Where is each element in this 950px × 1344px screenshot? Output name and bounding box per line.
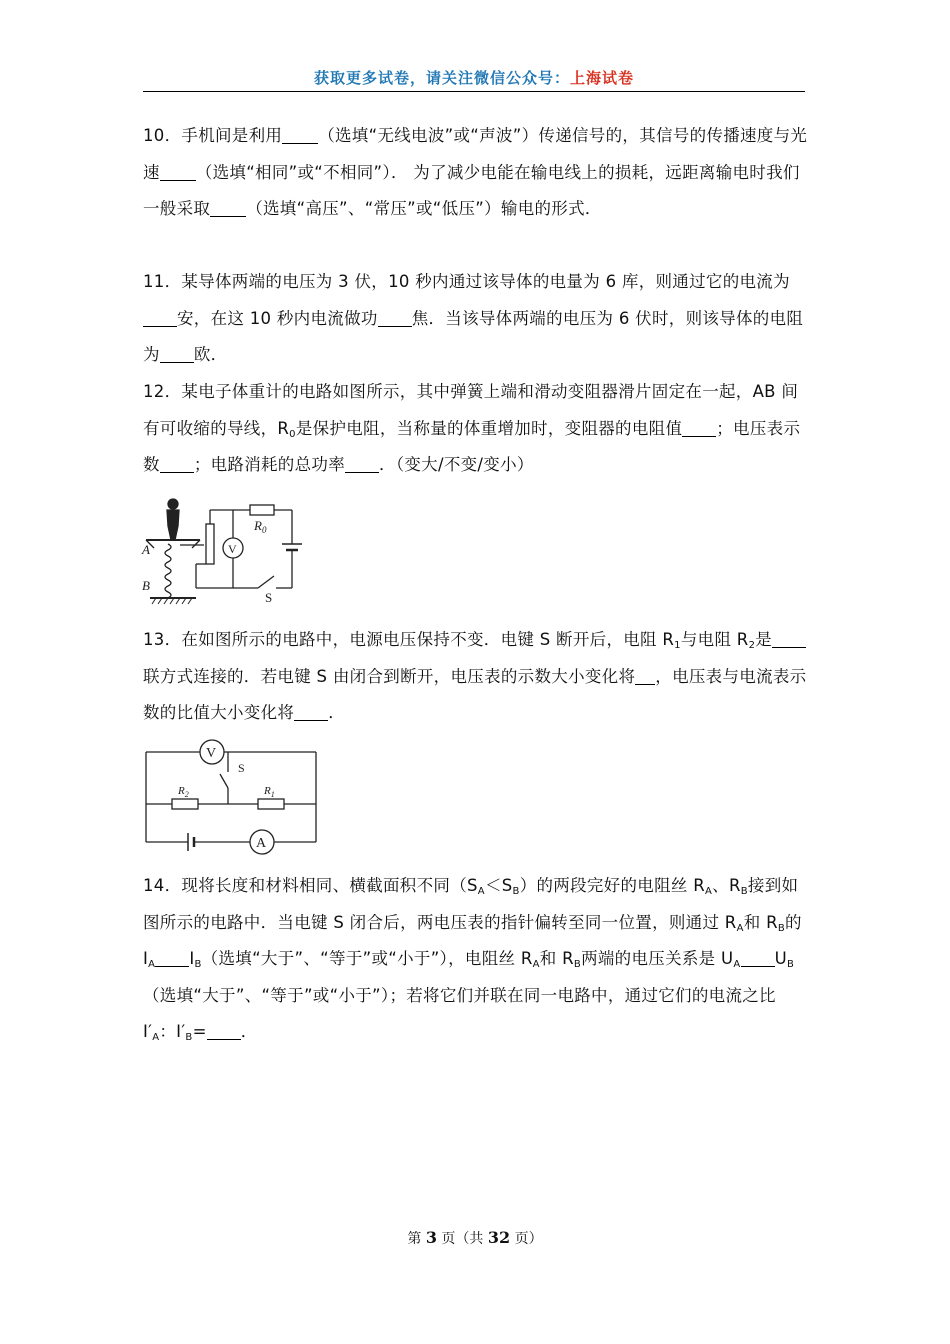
q13-sub-1: 1 [674,640,681,651]
q11-text-d: 欧． [193,345,228,364]
q11-blank-3 [160,344,194,363]
q13-text-d: 联方式连接的．若电键 S 由闭合到断开，电压表的示数大小变化将 [143,666,636,686]
q14-text: 和 R [539,949,574,968]
q13-text-c: 是 [755,630,773,649]
page-header [143,66,805,90]
q13-text-e: ，电压表与电流表示数的比值大小变化将 [143,666,807,722]
q14-text: ）的两段完好的电阻丝 R [519,876,705,895]
label-r1: $R_1$ [264,785,275,799]
spring [165,544,171,598]
q10-blank-3 [210,198,246,217]
question-14 [143,868,808,1051]
q11-text-c: 焦．当该导体两端的电压为 6 伏时，则该导体的电阻为 [143,308,804,364]
question-10 [143,118,808,228]
q14-blank-2 [741,948,775,967]
q12-text-e: ．（变大/不变/变小） [379,455,534,474]
q14-text: I [189,949,195,968]
q14-sub: B [777,922,786,934]
q14-sub: B [573,959,582,970]
voltmeter-label: V [206,746,217,761]
q10-blank-1 [282,125,318,144]
header-account-name: 上海试卷 [570,69,635,87]
header-lead-text: 获取更多试卷，请关注微信公众号： [313,69,570,87]
q12-blank-1 [682,418,716,437]
q13-blank-3 [294,702,328,721]
q12-text-d: ；电路消耗的总功率 [193,455,346,474]
rheostat [206,524,214,564]
q14-sub: A [148,959,156,970]
label-b: B [142,578,150,593]
q14-text: U [774,949,787,968]
q12-circuit-figure [140,490,310,608]
ammeter-label: A [256,836,267,851]
question-13 [143,622,808,732]
q14-sub: A [736,922,744,934]
resistor-r2 [172,799,198,809]
q13-text-a: 13．在如图所示的电路中，电源电压保持不变．电键 S 断开后，电阻 R [143,630,675,649]
q14-text: = [192,1022,207,1041]
q14-blank-1 [155,948,189,967]
page-footer [0,1228,950,1248]
q14-sub: B [740,886,748,897]
q13-text-b: 与电阻 R [680,630,749,649]
q13-blank-1 [772,629,806,648]
q14-sub: A [705,886,713,897]
q12-text-c: ；电压表示数 [143,418,801,474]
footer-text: 页） [510,1231,543,1247]
q14-text: （选填“大于”、“等于”或“小于”）；若将它们并联在同一电路中，通过它们的电流之比 I′ [143,985,776,1041]
q11-text-a: 11．某导体两端的电压为 3 伏，10 秒内通过该导体的电量为 6 库，则通过它的电流为 [143,272,790,291]
q14-sub: B [786,959,795,970]
header-rule [143,91,805,92]
q14-sub: A [532,959,540,970]
q14-text: 和 R [743,912,778,932]
switch-s [220,774,228,788]
q11-blank-2 [378,308,412,327]
q12-sub-0: 0 [289,428,296,440]
q11-text-b: 安，在这 10 秒内电流做功 [177,308,378,328]
q10-text-b: （选填“无线电波”或“声波”）传递信号的，其信号的传播速度与光速 [143,126,808,182]
total-pages: 32 [487,1228,511,1247]
q14-sub: A [477,886,485,897]
q13-sub-2: 2 [748,640,756,651]
q10-text-c: （选填“相同”或“不相同”）． 为了减少电能在输电线上的损耗，远距离输电时我们一般采取 [143,162,800,218]
resistor-r0 [250,505,274,515]
person-head [168,499,178,509]
label-r2: $R_2$ [178,785,189,799]
q12-text-a: 12．某电子体重计的电路如图所示，其中弹簧上端和滑动变阻器滑片固定在一起，AB 间有可收缩的导线，R [143,382,799,438]
q14-sub: A [152,1032,160,1043]
q12-blank-3 [345,454,379,473]
resistor-r1 [258,799,284,809]
q12-text-b: 是保护电阻，当称量的体重增加时，变阻器的电阻值 [295,418,683,438]
q14-text-a: 14．现将长度和材料相同、横截面积不同（S [143,876,478,895]
voltmeter-label: V [228,542,237,556]
q10-blank-2 [160,162,196,181]
label-r0: $R_0$ [254,518,267,535]
q14-text: 、R [712,876,741,895]
q14-text: ． [240,1022,258,1041]
q13-circuit-figure [140,736,322,858]
page-number: 3 [425,1228,437,1247]
question-12 [143,374,808,484]
q14-sub: B [185,1032,193,1043]
q14-sub: A [733,959,741,970]
q14-text: ＜S [484,876,513,895]
switch-s [258,576,274,588]
q14-sub: B [194,959,202,970]
label-s: S [238,761,245,775]
q10-text-d: （选填“高压”、“常压”或“低压”）输电的形式． [246,199,602,218]
q13-blank-2 [635,666,655,685]
q12-blank-2 [160,454,194,473]
q14-text: ：I′ [159,1022,186,1041]
label-a: A [142,542,150,557]
q11-blank-1 [143,308,177,327]
q14-text: 的 I [143,912,802,968]
q14-text: （选填“大于”、“等于”或“小于”），电阻丝 R [201,949,533,968]
q10-text-a: 10．手机间是利用 [143,126,283,145]
footer-text: 第 [407,1231,426,1247]
q13-text-f: ． [328,703,346,722]
footer-text: 页（共 [436,1231,488,1247]
label-s: S [265,590,273,605]
q14-blank-3 [207,1021,241,1040]
q14-sub: B [512,886,520,897]
q14-text: 接到如图所示的电路中．当电键 S 闭合后，两电压表的指针偏转至同一位置，则通过 R [143,876,799,932]
person-body [167,510,179,540]
question-11 [143,264,808,374]
q14-text: 两端的电压关系是 U [581,949,734,968]
